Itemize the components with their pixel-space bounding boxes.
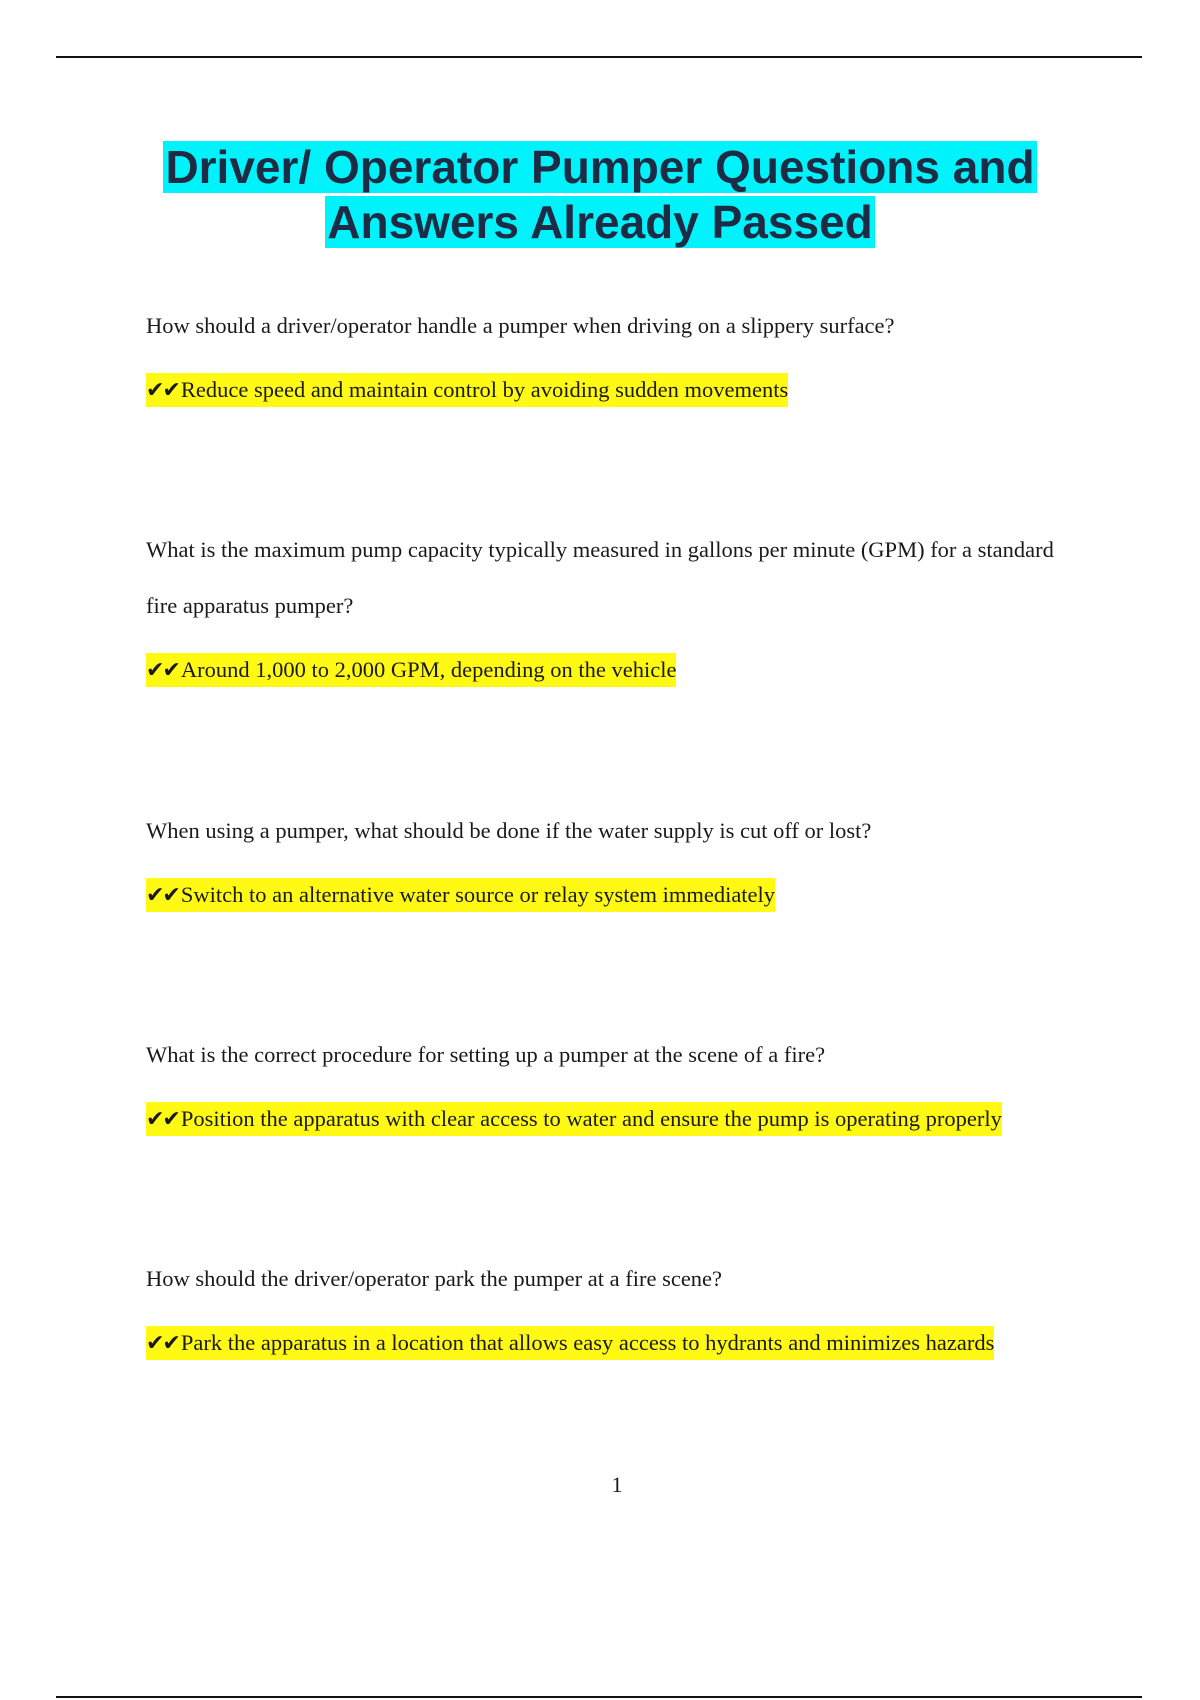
check-icon: ✔✔	[146, 1107, 179, 1132]
answer-text: Reduce speed and maintain control by avoiding sudden movements	[180, 377, 789, 402]
check-icon: ✔✔	[146, 883, 179, 908]
answer-highlight	[146, 373, 788, 407]
answer-text: Around 1,000 to 2,000 GPM, depending on the vehicle	[180, 657, 677, 682]
answer-text: Position the apparatus with clear access to water and ensure the pump is operating properly	[180, 1106, 1002, 1131]
qa-item	[146, 1027, 1076, 1136]
check-icon: ✔✔	[146, 378, 179, 403]
question-text: How should a driver/operator handle a pumper when driving on a slippery surface?	[146, 313, 895, 338]
title-line-2: Answers Already Passed	[327, 196, 873, 248]
answer-text: Switch to an alternative water source or relay system immediately	[180, 882, 776, 907]
question-text: When using a pumper, what should be done if the water supply is cut off or lost?	[146, 818, 872, 843]
answer-text: Park the apparatus in a location that allows easy access to hydrants and minimizes hazards	[180, 1330, 995, 1355]
check-icon: ✔✔	[146, 658, 179, 683]
answer-highlight	[146, 878, 775, 912]
question-text: What is the correct procedure for setting up a pumper at the scene of a fire?	[146, 1042, 826, 1067]
header-rule	[56, 56, 1142, 58]
qa-item	[146, 1251, 1076, 1360]
question-text: How should the driver/operator park the pumper at a fire scene?	[146, 1266, 723, 1291]
footer-rule	[56, 1696, 1142, 1698]
title-line-1: Driver/ Operator Pumper Questions and	[165, 141, 1035, 193]
answer-highlight	[146, 1326, 994, 1360]
qa-item	[146, 298, 1076, 407]
question-text: What is the maximum pump capacity typically measured in gallons per minute (GPM) for a standard fire apparatus pumper?	[146, 537, 1054, 618]
qa-item	[146, 522, 1076, 687]
answer-highlight	[146, 653, 676, 687]
document-title	[60, 140, 1140, 250]
qa-item	[146, 803, 1076, 912]
page-number: 1	[611, 1472, 623, 1497]
answer-highlight	[146, 1102, 1002, 1136]
check-icon: ✔✔	[146, 1331, 179, 1356]
